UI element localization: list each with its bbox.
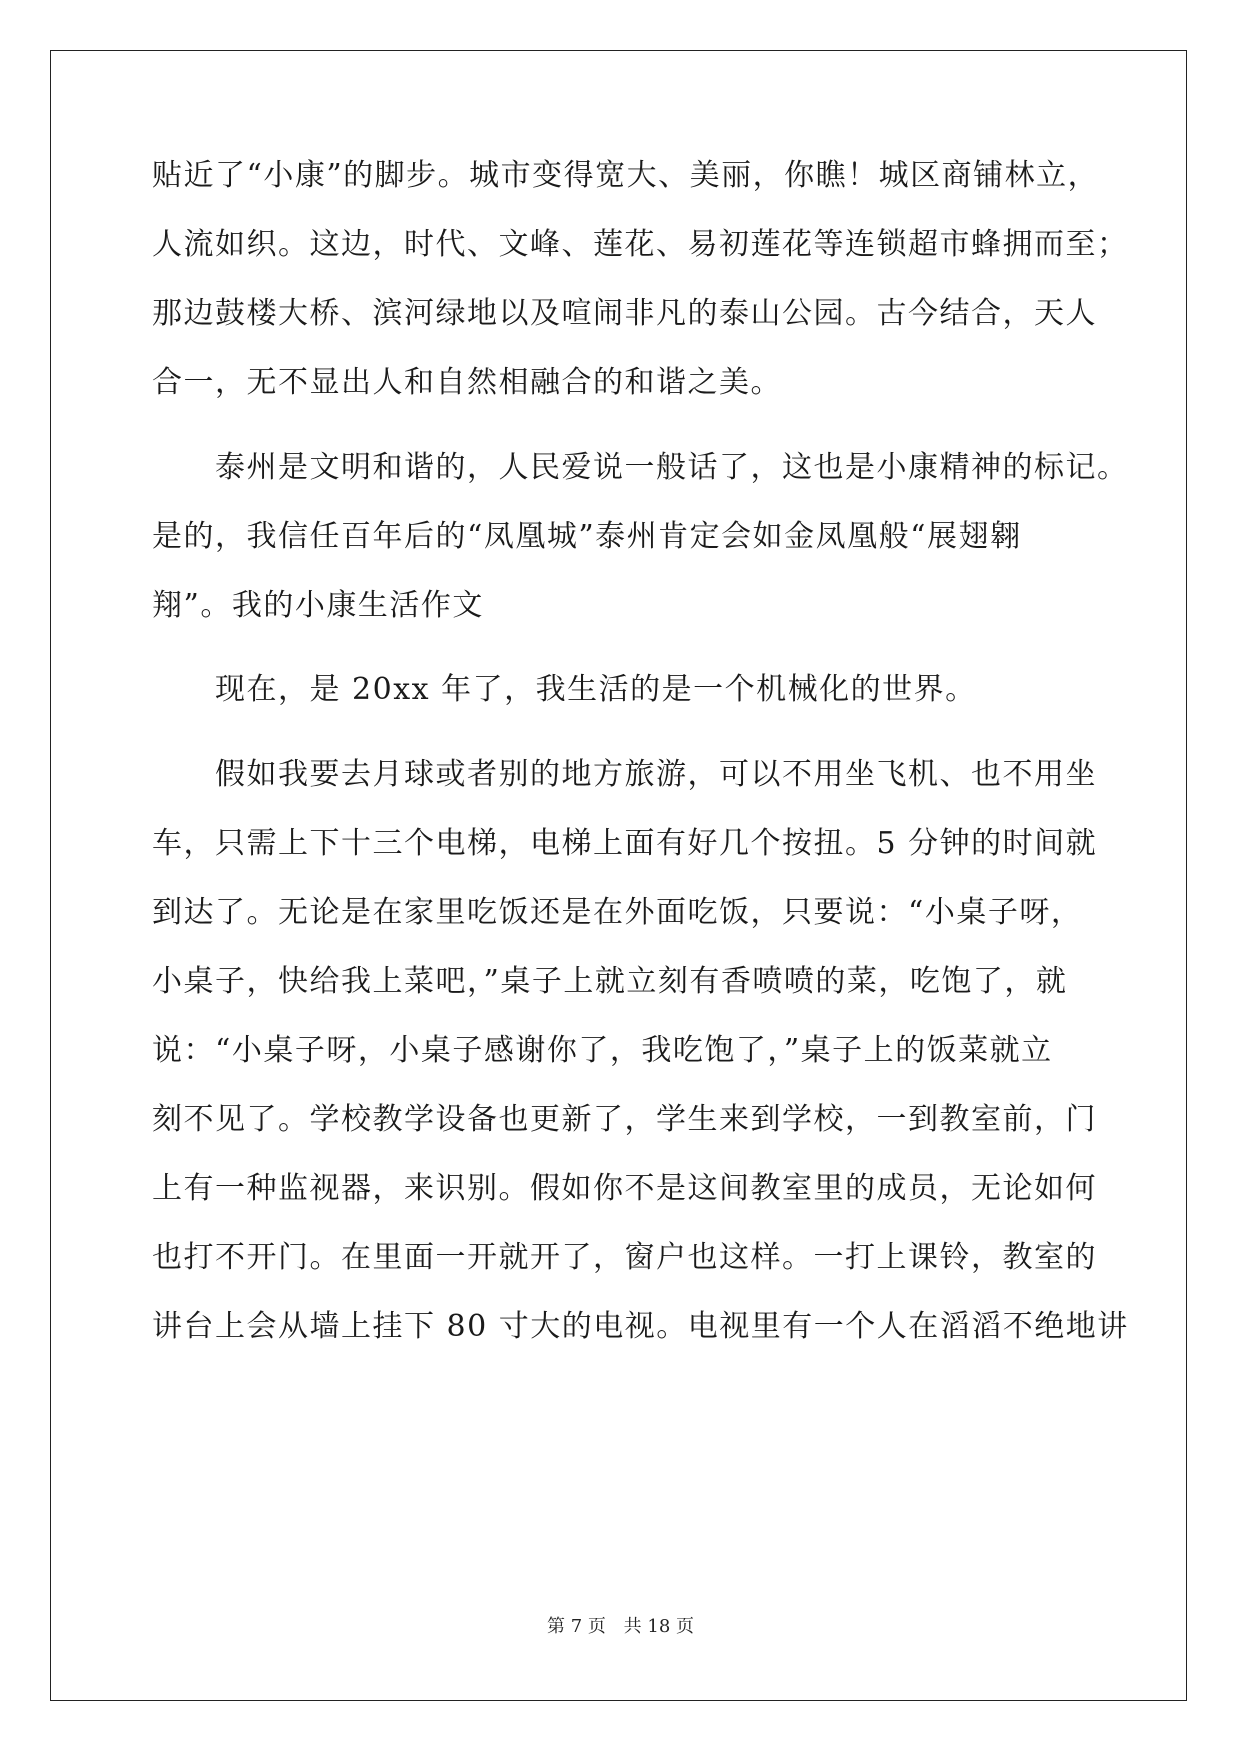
text-line: 合一，无不显出人和自然相融合的和谐之美。 bbox=[152, 365, 782, 400]
text-line: 小桌子，快给我上菜吧，”桌子上就立刻有香喷喷的菜，吃饱了，就 bbox=[152, 964, 1068, 999]
text-line: 也打不开门。在里面一开就开了，窗户也这样。一打上课铃，教室的 bbox=[152, 1240, 1097, 1275]
text-line: 那边鼓楼大桥、滨河绿地以及喧闹非凡的泰山公园。古今结合，天人 bbox=[152, 296, 1097, 331]
text-line: 说：“小桌子呀，小桌子感谢你了，我吃饱了，”桌子上的饭菜就立 bbox=[152, 1033, 1053, 1068]
page-number: 第 7 页 bbox=[547, 1616, 606, 1637]
text-line: 刻不见了。学校教学设备也更新了，学生来到学校，一到教室前，门 bbox=[152, 1102, 1097, 1137]
text-line: 现在，是 20xx 年了，我生活的是一个机械化的世界。 bbox=[215, 672, 977, 707]
text-line: 人流如织。这边，时代、文峰、莲花、易初莲花等连锁超市蜂拥而至； bbox=[152, 227, 1129, 262]
text-line: 上有一种监视器，来识别。假如你不是这间教室里的成员，无论如何 bbox=[152, 1171, 1097, 1206]
text-line: 泰州是文明和谐的，人民爱说一般话了，这也是小康精神的标记。 bbox=[215, 450, 1129, 485]
text-line: 假如我要去月球或者别的地方旅游，可以不用坐飞机、也不用坐 bbox=[215, 757, 1097, 792]
text-line: 到达了。无论是在家里吃饭还是在外面吃饭，只要说：“小桌子呀， bbox=[152, 895, 1083, 930]
text-line: 车，只需上下十三个电梯，电梯上面有好几个按扭。5 分钟的时间就 bbox=[152, 826, 1098, 861]
page-total: 共 18 页 bbox=[623, 1616, 694, 1637]
text-line: 讲台上会从墙上挂下 80 寸大的电视。电视里有一个人在滔滔不绝地讲 bbox=[152, 1309, 1129, 1344]
text-line: 翔”。我的小康生活作文 bbox=[152, 588, 484, 623]
text-line: 贴近了“小康”的脚步。城市变得宽大、美丽，你瞧！城区商铺林立， bbox=[152, 158, 1100, 193]
page-footer bbox=[0, 1612, 1241, 1638]
text-line: 是的，我信任百年后的“凤凰城”泰州肯定会如金凤凰般“展翅翱 bbox=[152, 519, 1022, 554]
